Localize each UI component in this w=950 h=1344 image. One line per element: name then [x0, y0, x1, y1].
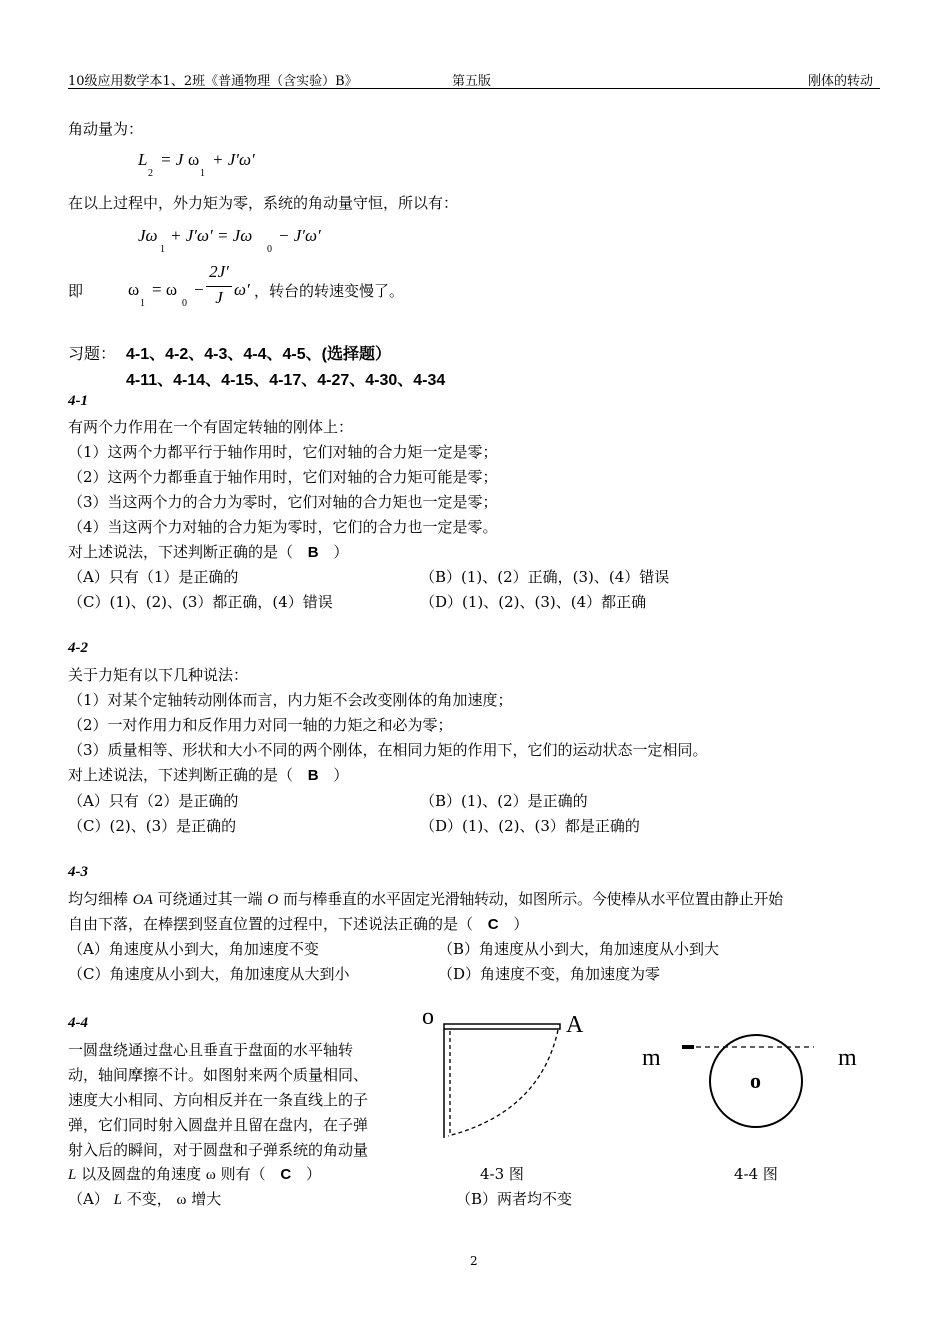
q44-option-a-pre: （A） [68, 1190, 109, 1208]
q42-ask-pre: 对上述说法，下述判断正确的是（ [68, 766, 294, 784]
q41-stem: 有两个力作用在一个有固定转轴的刚体上： [68, 418, 354, 436]
q44-line-6 [68, 1163, 321, 1186]
fig43-swing-arc [448, 1030, 558, 1136]
eq1-omega: ω [188, 150, 200, 169]
q41-ask-post: ） [333, 543, 349, 561]
q42-item-3: （3）质量相等、形状和大小不同的两个刚体，在相同力矩的作用下，它们的运动状态一定相同。 [68, 741, 708, 759]
q41-item-3: （3）当这两个力的合力为零时，它们对轴的合力矩也一定是零； [68, 493, 498, 511]
q44-option-a-omega: ω [176, 1192, 187, 1208]
q44-title: 4-4 [68, 1015, 88, 1031]
eq2-lhs: Jω [138, 226, 158, 245]
q42-item-2: （2）一对作用力和反作用力对同一轴的力矩之和必为零； [68, 716, 453, 734]
eq3-numerator: 2J′ [209, 262, 229, 281]
q42-option-d: （D）(1)、(2)、(3）都是正确的 [420, 817, 640, 835]
q44-option-a-post: 增大 [191, 1190, 222, 1208]
q42-item-1: （1）对某个定轴转动刚体而言，内力矩不会改变刚体的角加速度； [68, 691, 513, 709]
q41-option-a: （A）只有（1）是正确的 [68, 568, 239, 586]
eq1-eq: = J [160, 150, 184, 169]
homework-line-1: 4-1、4-2、4-3、4-4、4-5、(选择题） [126, 346, 391, 363]
eq1-L: L [138, 150, 148, 169]
eq3-fraction-bar [206, 286, 232, 287]
q42-answer: B [307, 767, 319, 784]
page-number: 2 [470, 1254, 478, 1268]
q43-title: 4-3 [68, 864, 88, 880]
fig44-label-o: o [750, 1068, 761, 1093]
intro-ji: 即 [68, 282, 84, 300]
q41-option-c: （C）(1)、(2)、(3）都正确，(4）错误 [68, 593, 333, 611]
fig44-bullet-left [682, 1045, 694, 1049]
eq2-mid: + J′ω′ = Jω [170, 226, 253, 245]
q41-answer: B [307, 544, 319, 561]
fig44-label-m-right: m [838, 1045, 857, 1071]
q44-text-mid: 以及圆盘的角速度 [81, 1165, 202, 1183]
q42-title: 4-2 [68, 640, 88, 656]
eq1-rest: + J′ω′ [212, 150, 255, 169]
q43-text-b: 可绕通过其一端 [157, 890, 263, 908]
q43-answer: C [487, 916, 499, 933]
intro-conservation: 在以上过程中，外力矩为零，系统的角动量守恒，所以有： [68, 194, 459, 212]
q42-option-c: （C）(2)、(3）是正确的 [68, 817, 237, 835]
q41-ask-pre: 对上述说法，下述判断正确的是（ [68, 543, 294, 561]
q43-var-oa: OA [132, 892, 153, 908]
eq3-sub1: 1 [140, 298, 145, 309]
q41-ask [68, 541, 348, 564]
q44-line-2: 动，轴间摩擦不计。如图射来两个质量相同、 [68, 1066, 369, 1084]
fig44-caption: 4-4 图 [734, 1165, 778, 1183]
fig43-rod [444, 1024, 560, 1029]
q44-option-b: （B）两者均不变 [456, 1190, 573, 1208]
q43-text-a: 均匀细棒 [68, 890, 129, 908]
eq3-minus: − [194, 280, 204, 299]
q44-line-1: 一圆盘绕通过盘心且垂直于盘面的水平轴转 [68, 1041, 354, 1059]
fig43-label-o: o [422, 1004, 434, 1030]
fig43-label-a: A [566, 1012, 584, 1038]
q44-option-a-mid: 不变， [126, 1190, 172, 1208]
header-chapter: 刚体的转动 [808, 74, 874, 89]
header-course: 10级应用数学本1、2班《普通物理（含实验）B》 [68, 74, 358, 89]
q42-stem: 关于力矩有以下几种说法： [68, 666, 249, 684]
q44-var-l: L [68, 1167, 77, 1183]
q42-option-a: （A）只有（2）是正确的 [68, 792, 239, 810]
header-rule [68, 88, 880, 89]
eq1-sub1: 1 [200, 168, 205, 179]
q42-ask-post: ） [333, 766, 349, 784]
q41-option-b: （B）(1)、(2）正确，(3)、(4）错误 [420, 568, 670, 586]
q41-item-1: （1）这两个力都平行于轴作用时，它们对轴的合力矩一定是零； [68, 443, 498, 461]
eq3-sub0: 0 [182, 298, 187, 309]
q41-title: 4-1 [68, 393, 88, 409]
q43-line-1 [68, 888, 783, 911]
q44-answer: C [280, 1166, 292, 1183]
eq3-tail: ，转台的转速变慢了。 [254, 282, 405, 300]
q43-var-o: O [267, 892, 279, 908]
q44-line-3: 速度大小相同、方向相反并在一条直线上的子 [68, 1091, 369, 1109]
eq3-after: ω′ [234, 280, 250, 299]
q44-option-a-l: L [113, 1192, 122, 1208]
q44-line-4: 弹，它们同时射入圆盘并且留在盘内，在子弹 [68, 1116, 369, 1134]
q44-var-omega: ω [205, 1167, 216, 1183]
q44-ask-pre: 则有（ [220, 1165, 266, 1183]
figure-4-3 [400, 1000, 620, 1150]
q41-item-2: （2）这两个力都垂直于轴作用时，它们对轴的合力矩可能是零； [68, 468, 498, 486]
eq2-rhs: − J′ω′ [278, 226, 321, 245]
q43-text-c: 而与棒垂直的水平固定光滑轴转动，如图所示。今使棒从水平位置由静止开始 [283, 890, 783, 908]
intro-angular-momentum: 角动量为： [68, 120, 144, 138]
q42-ask [68, 764, 348, 787]
q43-ask-post: ） [513, 915, 529, 933]
q43-option-d: （D）角速度不变，角加速度为零 [438, 965, 661, 983]
eq1-sub2: 2 [148, 168, 153, 179]
homework-line-2: 4-11、4-14、4-15、4-17、4-27、4-30、4-34 [126, 372, 446, 389]
q41-item-4: （4）当这两个力对轴的合力矩为零时，它们的合力也一定是零。 [68, 518, 498, 536]
q43-option-b: （B）角速度从小到大，角加速度从小到大 [438, 940, 720, 958]
figure-4-4 [630, 1025, 870, 1145]
fig44-label-m-left: m [642, 1045, 661, 1071]
q44-ask-post: ） [306, 1165, 322, 1183]
q44-option-a [68, 1188, 221, 1211]
q41-option-d: （D）(1)、(2)、(3)、(4）都正确 [420, 593, 647, 611]
header-edition: 第五版 [452, 74, 492, 89]
q43-option-a: （A）角速度从小到大，角加速度不变 [68, 940, 319, 958]
equation-2 [138, 226, 398, 256]
eq3-eq: = ω [152, 280, 178, 299]
eq3-denominator: J [215, 288, 223, 307]
equation-1 [138, 150, 338, 180]
q44-line-5: 射入后的瞬间，对于圆盘和子弹系统的角动量 [68, 1141, 369, 1159]
q43-option-c: （C）角速度从小到大，角加速度从大到小 [68, 965, 350, 983]
q43-line-2 [68, 913, 528, 936]
eq3-omega: ω [128, 280, 140, 299]
eq2-sub0: 0 [267, 244, 272, 255]
homework-label: 习题： [68, 344, 117, 363]
q43-ask-pre: 自由下落，在棒摆到竖直位置的过程中，下述说法正确的是（ [68, 915, 474, 933]
eq2-sub1: 1 [160, 244, 165, 255]
q42-option-b: （B）(1)、(2）是正确的 [420, 792, 588, 810]
fig43-caption: 4-3 图 [480, 1165, 524, 1183]
